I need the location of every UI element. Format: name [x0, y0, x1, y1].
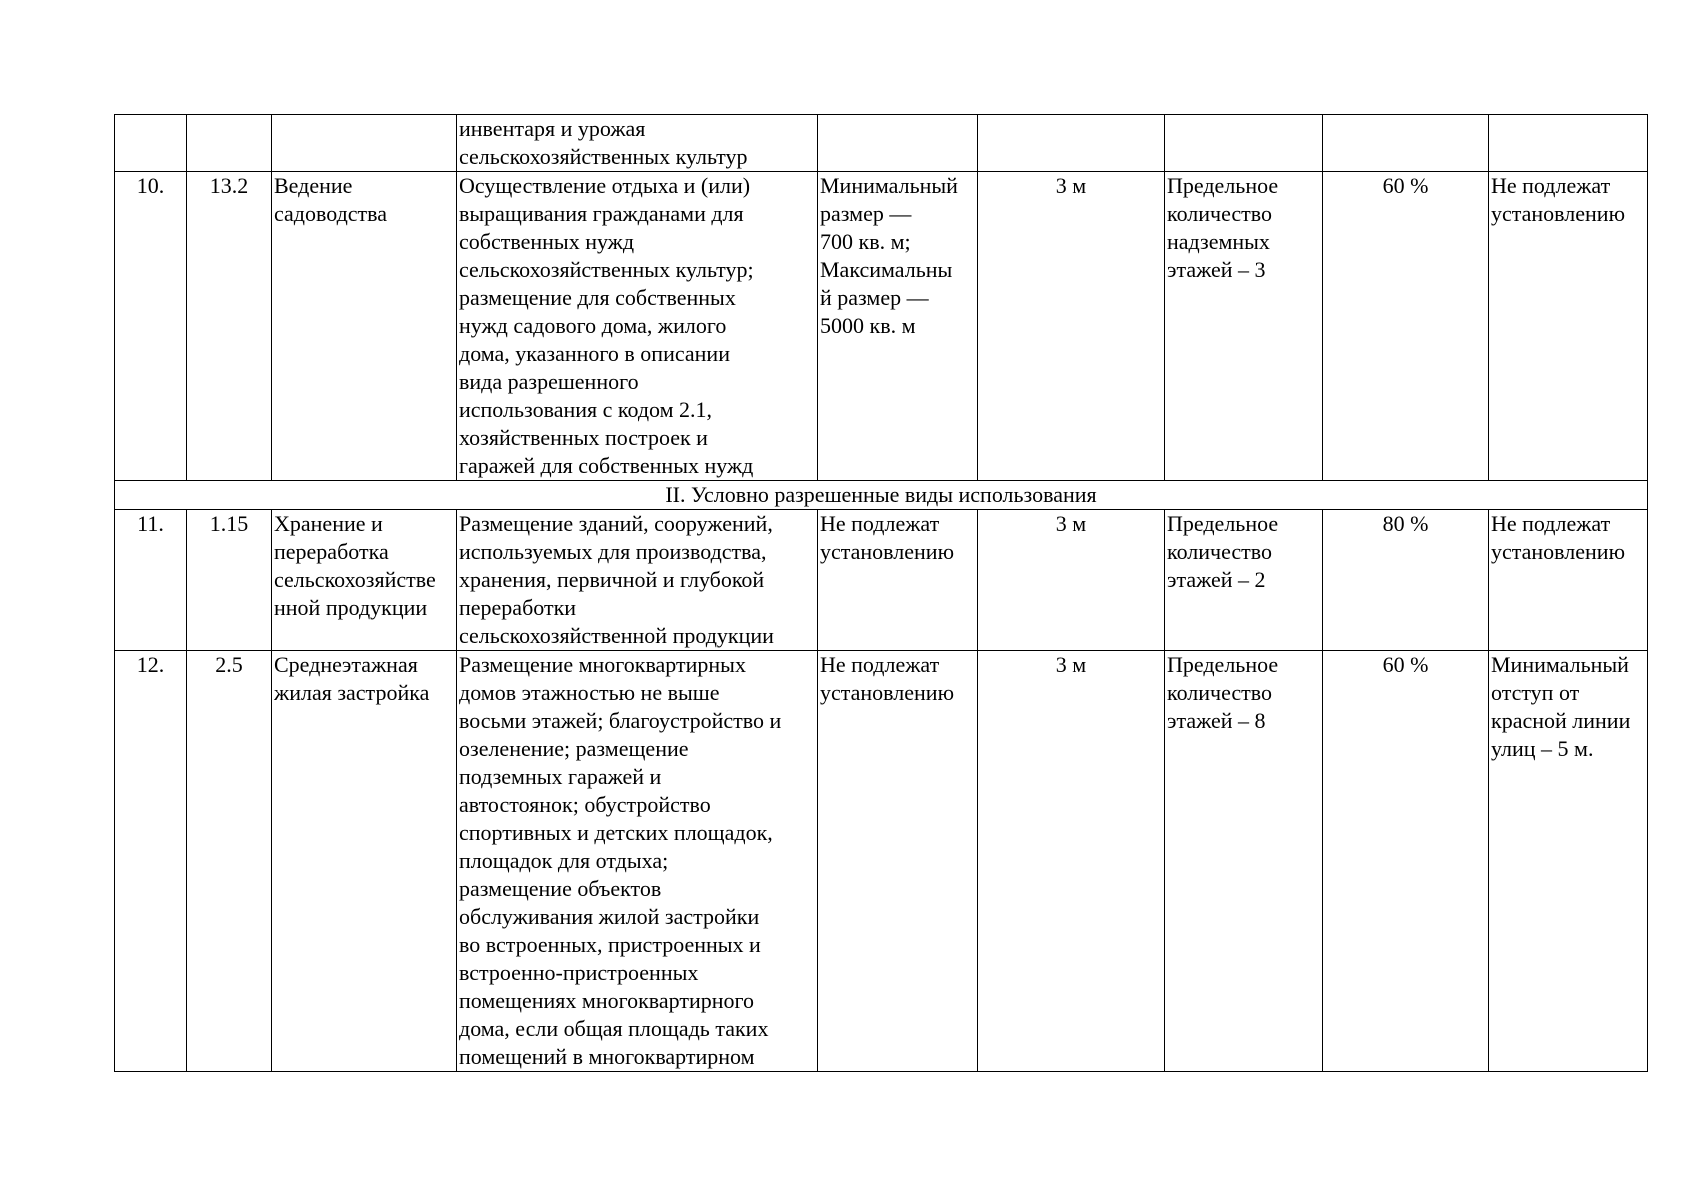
code-cell: 2.5 — [187, 651, 272, 1072]
name-cell: Ведение садоводства — [272, 172, 457, 481]
plot-size-cell — [818, 115, 978, 172]
row-number-cell: 12. — [115, 651, 187, 1072]
table-row — [115, 651, 1648, 1072]
table-row — [115, 172, 1648, 481]
code-cell: 13.2 — [187, 172, 272, 481]
other-cell: Не подлежат установлению — [1489, 510, 1648, 651]
plot-size-cell: Минимальный размер — 700 кв. м; Максимальны й размер — 5000 кв. м — [818, 172, 978, 481]
code-cell — [187, 115, 272, 172]
setback-cell: 3 м — [978, 651, 1165, 1072]
land-use-table — [114, 114, 1648, 1072]
description-cell: Осуществление отдыха и (или) выращивания гражданами для собственных нужд сельскохозяйственных культур; размещение для собственных нужд садового дома, жилого дома, указанного в описании вида разрешенного использования с кодом 2.1, хозяйственных построек и гаражей для собственных нужд — [457, 172, 818, 481]
coverage-cell: 60 % — [1323, 172, 1489, 481]
name-cell — [272, 115, 457, 172]
other-cell — [1489, 115, 1648, 172]
name-cell: Среднеэтажная жилая застройка — [272, 651, 457, 1072]
coverage-cell — [1323, 115, 1489, 172]
floors-cell: Предельное количество этажей – 8 — [1165, 651, 1323, 1072]
table-row — [115, 115, 1648, 172]
section-heading: II. Условно разрешенные виды использования — [115, 481, 1648, 510]
floors-cell — [1165, 115, 1323, 172]
coverage-cell: 80 % — [1323, 510, 1489, 651]
other-cell: Минимальный отступ от красной линии улиц – 5 м. — [1489, 651, 1648, 1072]
other-cell: Не подлежат установлению — [1489, 172, 1648, 481]
setback-cell: 3 м — [978, 172, 1165, 481]
code-cell: 1.15 — [187, 510, 272, 651]
plot-size-cell: Не подлежат установлению — [818, 651, 978, 1072]
table-row — [115, 510, 1648, 651]
plot-size-cell: Не подлежат установлению — [818, 510, 978, 651]
floors-cell: Предельное количество этажей – 2 — [1165, 510, 1323, 651]
description-cell: Размещение зданий, сооружений, используемых для производства, хранения, первичной и глубокой переработки сельскохозяйственной продукции — [457, 510, 818, 651]
floors-cell: Предельное количество надземных этажей – 3 — [1165, 172, 1323, 481]
row-number-cell: 10. — [115, 172, 187, 481]
row-number-cell — [115, 115, 187, 172]
description-cell: инвентаря и урожая сельскохозяйственных культур — [457, 115, 818, 172]
section-heading-row — [115, 481, 1648, 510]
description-cell: Размещение многоквартирных домов этажностью не выше восьми этажей; благоустройство и озеленение; размещение подземных гаражей и автостоянок; обустройство спортивных и детских площадок, площадок для отдыха; размещение объектов обслуживания жилой застройки во встроенных, пристроенных и встроенно-пристроенных помещениях многоквартирного дома, если общая площадь таких помещений в многоквартирном — [457, 651, 818, 1072]
coverage-cell: 60 % — [1323, 651, 1489, 1072]
name-cell: Хранение и переработка сельскохозяйстве нной продукции — [272, 510, 457, 651]
row-number-cell: 11. — [115, 510, 187, 651]
setback-cell — [978, 115, 1165, 172]
setback-cell: 3 м — [978, 510, 1165, 651]
